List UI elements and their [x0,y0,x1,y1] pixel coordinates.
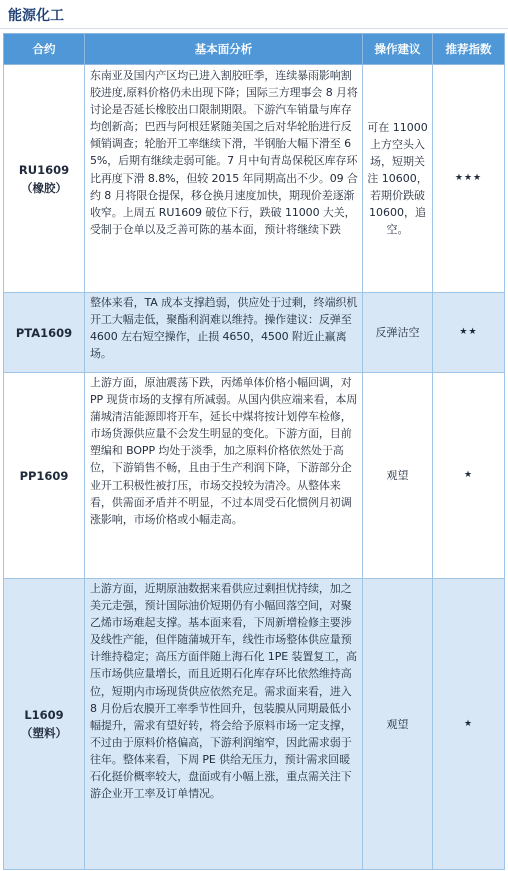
table-row-l1609 [4,579,505,870]
contract-cell [4,373,85,579]
rating-stars: ★★ [433,293,505,373]
rating-stars: ★ [433,579,505,870]
table-row-ru1609 [4,65,505,293]
analysis-cell [85,579,363,870]
analysis-cell [85,373,363,579]
header-analysis: 基本面分析 [85,34,363,65]
table-row-pp1609 [4,373,505,579]
advice-cell: 反弹沽空 [363,293,433,373]
contract-code: PP1609 [19,468,69,483]
table-header-row [4,34,505,65]
rating-stars: ★ [433,373,505,579]
contract-code: PTA1609 [15,325,73,340]
analysis-cell [85,65,363,293]
analysis-text: 上游方面，原油震荡下跌，丙烯单体价格小幅回调，对 PP 现货市场的支撑有所减弱。从国内供应端来看，本周蒲城清洁能源即将开车，延长中煤将按计划停车检修，市场货源供应量不会发生明显的变化。下游方面，目前塑编和 BOPP 均处于淡季，加之原料价格依然处于高位，下游销售不畅，且由于生产利润下降，下游部分企业开工积极性被打压，市场交投较为清冷。从整体来看，供需面矛盾并不明显，不过本周受石化惯例月初调涨影响，市场价格或小幅走高。 [90,376,358,526]
analysis-text: 上游方面，近期原油数据来看供应过剩担忧持续，加之美元走强，预计国际油价短期仍有小幅回落空间，对聚乙烯市场难起支撑。基本面来看，下周新增检修主要涉及线性产能，但伴随蒲城开车，线性市场整体供应量预计维持稳定；高压方面伴随上海石化 1PE 装置复工，高压市场供应量增长，而且近期石化库存环比依然维持高位，短期内市场现货供应依然充足。需求面来看，进入 8 月份后农膜开工率季节性回升，包装膜从同期最低小幅提升，需求有望好转，将会给予原料市场一定支撑，不过由于原料价格偏高，下游利润缩窄，因此需求弱于往年。整体来看，下周 PE 供给无压力，预计需求回暖石化挺价概率较大，盘面或有小幅上涨，重点需关注下游企业开工率及订单情况。 [90,582,357,801]
contract-cell [4,65,85,293]
analysis-text: 东南亚及国内产区均已进入割胶旺季，连续暴雨影响割胶进度,原料价格仍未出现下降；国际三方理事会 8 月将讨论是否延长橡胶出口限制期限。下游汽车销量与库存均创新高；巴西与阿根廷紧随美国之后对华轮胎进行反倾销调查；轮胎开工率继续下滑，半钢胎大幅下滑至 65%，后期有继续走弱可能。7 月中旬青岛保税区库存环比再度下滑 8.8%，但较 2015 年同期高出不少。09 合约 8 月将限仓提保，移仓换月速度加快，期现价差逐渐收窄。上周五 RU1609 破位下行，跌破 11000 大关，受制于仓单以及乏善可陈的基本面，预计将继续下跌 [90,69,358,236]
contract-cell [4,293,85,373]
header-divider [0,28,508,29]
advice-cell: 观望 [363,579,433,870]
futures-analysis-table [3,33,505,870]
contract-name: （塑料） [21,726,67,740]
analysis-text: 整体来看，TA 成本支撑趋弱，供应处于过剩，终端织机开工大幅走低，聚酯利润难以维持。操作建议：反弹至 4600 左右短空操作，止损 4650，4500 附近止赢离场。 [90,296,358,361]
advice-cell: 可在 11000 上方空头入场，短期关注 10600，若期价跌破 10600，追空。 [363,65,433,293]
rating-stars: ★★★ [433,65,505,293]
header-rating: 推荐指数 [433,34,505,65]
analysis-cell [85,293,363,373]
header-contract: 合约 [4,34,85,65]
header-advice: 操作建议 [363,34,433,65]
section-title: 能源化工 [8,8,64,24]
advice-cell: 观望 [363,373,433,579]
contract-code: RU1609 [18,162,70,177]
section-header [0,0,508,31]
contract-cell [4,579,85,870]
contract-code: L1609 [24,708,64,722]
table-row-pta1609 [4,293,505,373]
contract-name: （橡胶） [21,180,67,195]
